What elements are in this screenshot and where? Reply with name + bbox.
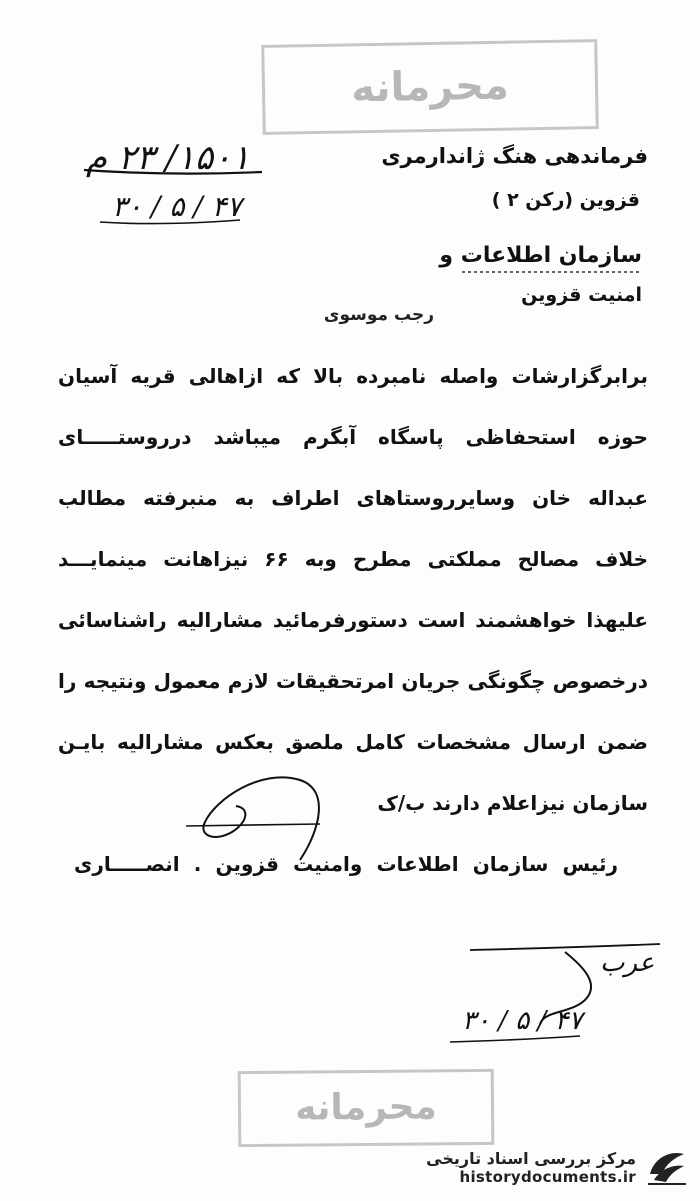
receipt-underline — [450, 1036, 580, 1042]
reference-date: ۳۰ / ۵ / ۴۷ — [112, 190, 242, 223]
body-line: درخصوص چگونگی جریان امرتحقیقات لازم معمول ونتیجه را — [58, 669, 648, 693]
source-watermark — [426, 1141, 690, 1193]
subject-name: رجب موسوی — [323, 305, 434, 325]
body-line: عبداله خان وسایرروستاهای اطراف به منبرفته مطالب — [58, 486, 648, 510]
watermark-text — [426, 1149, 636, 1186]
body-line: حوزه استحفاظی پاسگاه آبگرم میباشد درروستـــــای — [58, 425, 648, 449]
watermark-url: historydocuments.ir — [459, 1167, 636, 1186]
recipient-org-line1: سازمان اطلاعات و — [439, 243, 642, 268]
confidential-stamp-top: محرمانه — [261, 39, 599, 135]
reference-number: ۱۵۰۱/ ۲۳ م — [86, 138, 250, 178]
confidential-stamp-bottom: محرمانه — [238, 1069, 495, 1147]
body-line: سازمان نیزاعلام دارند ب/ک — [377, 791, 648, 815]
body-line: برابرگزارشات واصله نامبرده بالا که ازاهالی قریه آسیان — [58, 364, 648, 388]
recipient-sub: قزوین (رکن ۲ ) — [491, 189, 640, 211]
body-line: علیهذا خواهشمند است دستورفرمائید مشارالیه راشناسائی — [58, 608, 648, 632]
signature-line: رئیس سازمان اطلاعات وامنیت قزوین . انصـــــاری — [74, 852, 618, 876]
handwritten-receipt-date: ۳۰ / ۵ / ۴۷ — [462, 1006, 583, 1036]
archive-logo-icon — [644, 1144, 690, 1190]
recipient-command: فرماندهی هنگ ژاندارمری — [381, 144, 648, 168]
body-line: خلاف مصالح مملکتی مطرح وبه ۶۶ نیزاهانت مینمایـــد — [58, 547, 648, 571]
handwritten-receipt-note: عرب — [600, 948, 655, 978]
recipient-org-line2: امنیت قزوین — [521, 284, 642, 306]
watermark-title: مرکز بررسی اسناد تاریخی — [426, 1148, 636, 1168]
body-line: ضمن ارسال مشخصات کامل ملصق بعکس مشارالیه بایـن — [58, 730, 648, 754]
letter-body — [58, 350, 648, 838]
